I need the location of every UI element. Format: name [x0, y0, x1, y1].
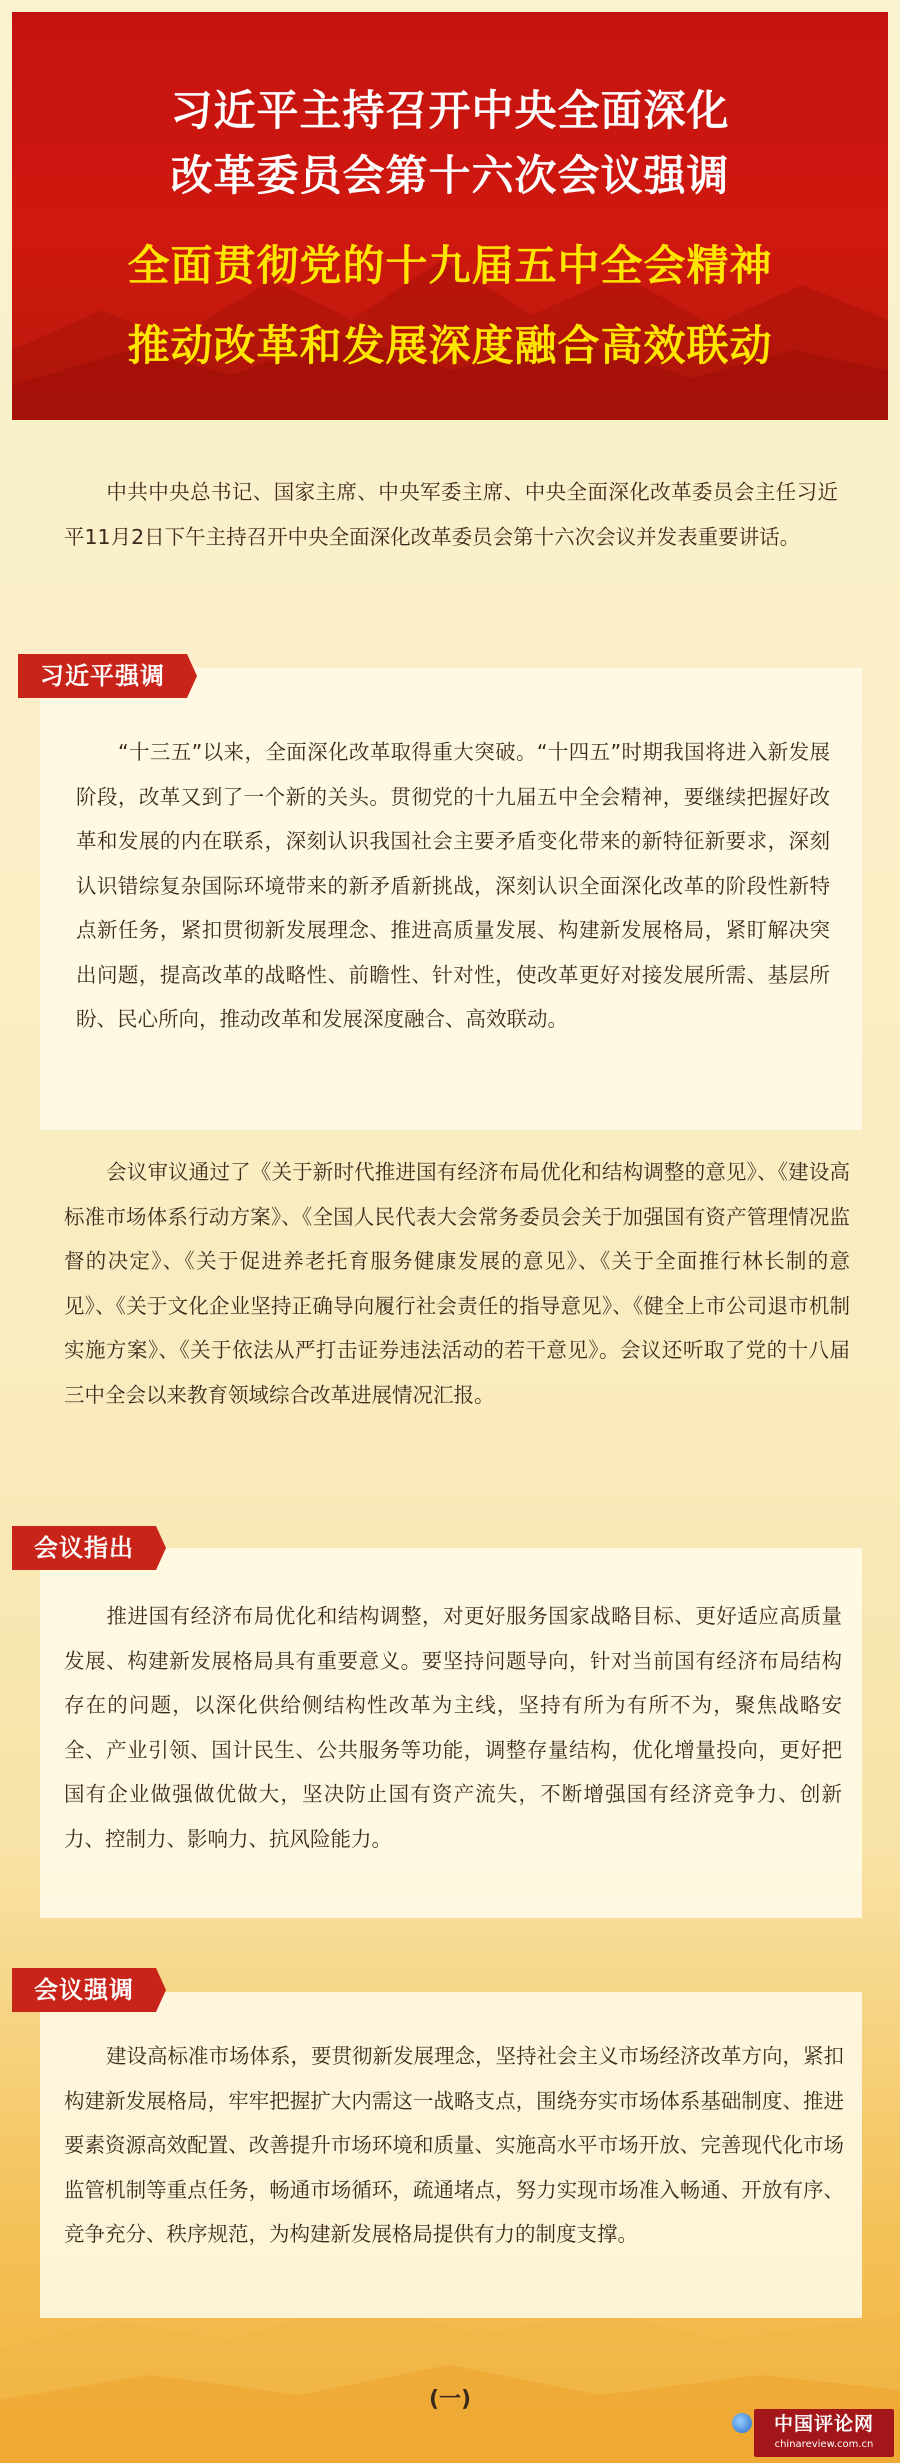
- watermark-url: chinareview.com.cn: [774, 2439, 874, 2450]
- intro-paragraph: 中共中央总书记、国家主席、中央军委主席、中央全面深化改革委员会主任习近平11月2日下午主持召开中央全面深化改革委员会第十六次会议并发表重要讲话。: [64, 480, 838, 549]
- headline-line-4: 推动改革和发展深度融合高效联动: [127, 321, 773, 370]
- headline-line-3: 全面贯彻党的十九届五中全会精神: [127, 241, 773, 290]
- watermark-name: 中国评论网: [773, 2413, 874, 2435]
- watermark-logo: [754, 2409, 894, 2457]
- section-tag-pointed-out: 会议指出: [12, 1526, 156, 1570]
- globe-icon: [732, 2413, 752, 2433]
- section-paragraph-stressed: 建设高标准市场体系，要贯彻新发展理念，坚持社会主义市场经济改革方向，紧扣构建新发展格局，牢牢把握扩大内需这一战略支点，围绕夯实市场体系基础制度、推进要素资源高效配置、改善提升市场环境和质量、实施高水平市场开放、完善现代化市场监管机制等重点任务，畅通市场循环，疏通堵点，努力实现市场准入畅通、开放有序、竞争充分、秩序规范，为构建新发展格局提供有力的制度支撑。: [64, 2044, 844, 2246]
- headline-line-1: 习近平主持召开中央全面深化: [170, 86, 730, 135]
- mountain-decoration: [12, 200, 888, 420]
- section-tag-stressed: 会议强调: [12, 1968, 156, 2012]
- headline-line-2: 改革委员会第十六次会议强调: [170, 151, 730, 200]
- header-banner: [12, 12, 888, 420]
- page-number: (一): [428, 2387, 472, 2412]
- review-paragraph: 会议审议通过了《关于新时代推进国有经济布局优化和结构调整的意见》、《建设高标准市场体系行动方案》、《全国人民代表大会常务委员会关于加强国有资产管理情况监督的决定》、《关于促进养老托育服务健康发展的意见》、《关于全面推行林长制的意见》、《关于文化企业坚持正确导向履行社会责任的指导意见》、《健全上市公司退市机制实施方案》、《关于依法从严打击证券违法活动的若干意见》。会议还听取了党的十八届三中全会以来教育领域综合改革进展情况汇报。: [64, 1160, 850, 1407]
- section-paragraph-pointed-out: 推进国有经济布局优化和结构调整，对更好服务国家战略目标、更好适应高质量发展、构建新发展格局具有重要意义。要坚持问题导向，针对当前国有经济布局结构存在的问题，以深化供给侧结构性改革为主线，坚持有所为有所不为，聚焦战略安全、产业引领、国计民生、公共服务等功能，调整存量结构，优化增量投向，更好把国有企业做强做优做大，坚决防止国有资产流失，不断增强国有经济竞争力、创新力、控制力、影响力、抗风险能力。: [64, 1604, 842, 1851]
- section-tag-emphasis: 习近平强调: [18, 654, 187, 698]
- section-paragraph-emphasis: “十三五”以来，全面深化改革取得重大突破。“十四五”时期我国将进入新发展阶段，改革又到了一个新的关头。贯彻党的十九届五中全会精神，要继续把握好改革和发展的内在联系，深刻认识我国社会主要矛盾变化带来的新特征新要求，深刻认识错综复杂国际环境带来的新矛盾新挑战，深刻认识全面深化改革的阶段性新特点新任务，紧扣贯彻新发展理念、推进高质量发展、构建新发展格局，紧盯解决突出问题，提高改革的战略性、前瞻性、针对性，使改革更好对接发展所需、基层所盼、民心所向，推动改革和发展深度融合、高效联动。: [76, 740, 830, 1031]
